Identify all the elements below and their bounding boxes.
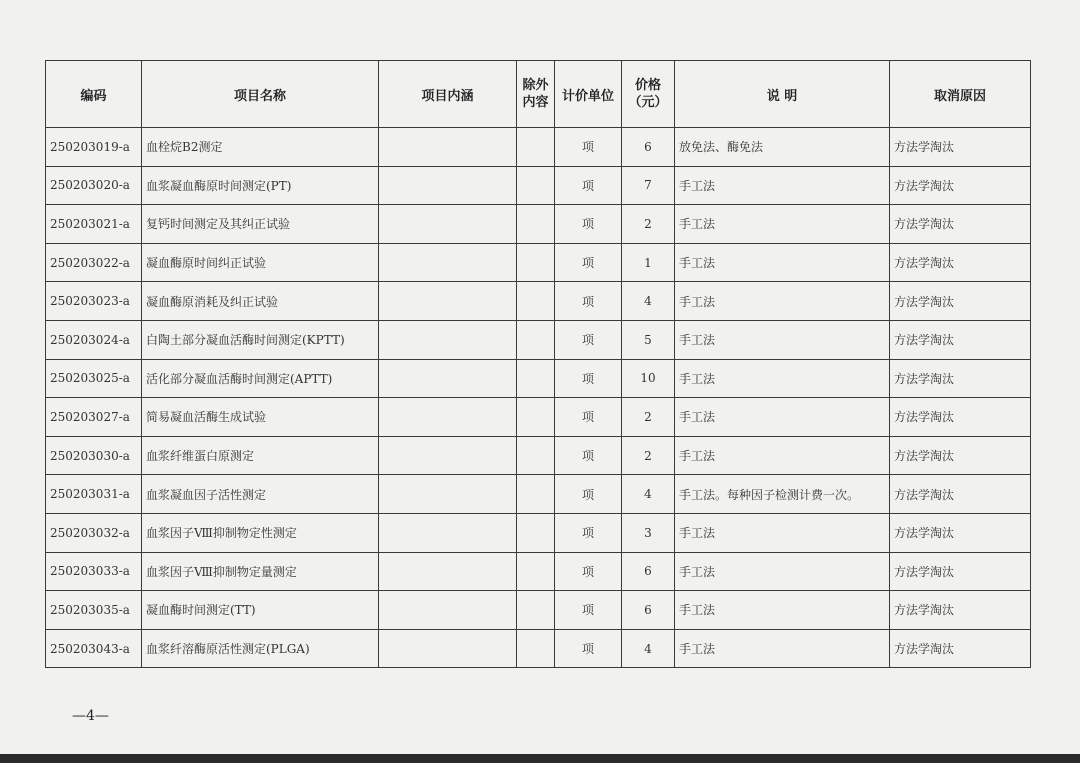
cell-unit: 项 — [555, 282, 622, 321]
cell-unit: 项 — [555, 166, 622, 205]
cell-unit: 项 — [555, 359, 622, 398]
table-row — [46, 359, 1031, 398]
cell-code: 250203043-a — [46, 629, 142, 668]
cell-content — [379, 629, 517, 668]
cell-reason: 方法学淘汰 — [890, 629, 1031, 668]
price-cancellation-table — [45, 60, 1031, 668]
cell-note: 手工法 — [675, 243, 890, 282]
cell-reason: 方法学淘汰 — [890, 398, 1031, 437]
cell-price: 3 — [622, 513, 675, 552]
header-unit: 计价单位 — [555, 61, 622, 128]
cell-excluded — [517, 475, 555, 514]
table-header-row — [46, 61, 1031, 128]
cell-price: 6 — [622, 128, 675, 167]
cell-excluded — [517, 436, 555, 475]
cell-reason: 方法学淘汰 — [890, 475, 1031, 514]
cell-name: 凝血酶原消耗及纠正试验 — [142, 282, 379, 321]
cell-excluded — [517, 398, 555, 437]
cell-note: 手工法。每种因子检测计费一次。 — [675, 475, 890, 514]
table-row — [46, 282, 1031, 321]
cell-price: 10 — [622, 359, 675, 398]
cell-content — [379, 552, 517, 591]
cell-price: 4 — [622, 629, 675, 668]
cell-excluded — [517, 359, 555, 398]
cell-name: 简易凝血活酶生成试验 — [142, 398, 379, 437]
cell-reason: 方法学淘汰 — [890, 552, 1031, 591]
header-content: 项目内涵 — [379, 61, 517, 128]
cell-code: 250203020-a — [46, 166, 142, 205]
cell-excluded — [517, 513, 555, 552]
cell-name: 复钙时间测定及其纠正试验 — [142, 205, 379, 244]
cell-name: 血浆纤维蛋白原测定 — [142, 436, 379, 475]
cell-price: 4 — [622, 282, 675, 321]
cell-excluded — [517, 282, 555, 321]
cell-name: 血浆凝血酶原时间测定(PT) — [142, 166, 379, 205]
cell-excluded — [517, 320, 555, 359]
cell-unit: 项 — [555, 205, 622, 244]
table-row — [46, 552, 1031, 591]
cell-content — [379, 436, 517, 475]
scan-edge — [0, 754, 1080, 763]
header-name: 项目名称 — [142, 61, 379, 128]
cell-note: 手工法 — [675, 552, 890, 591]
cell-reason: 方法学淘汰 — [890, 591, 1031, 630]
cell-note: 手工法 — [675, 359, 890, 398]
page-number: —4— — [72, 708, 109, 724]
cell-reason: 方法学淘汰 — [890, 513, 1031, 552]
cell-unit: 项 — [555, 629, 622, 668]
cell-content — [379, 128, 517, 167]
cell-price: 5 — [622, 320, 675, 359]
cell-reason: 方法学淘汰 — [890, 359, 1031, 398]
cell-price: 2 — [622, 436, 675, 475]
cell-content — [379, 320, 517, 359]
cell-note: 手工法 — [675, 513, 890, 552]
cell-reason: 方法学淘汰 — [890, 320, 1031, 359]
cell-reason: 方法学淘汰 — [890, 282, 1031, 321]
cell-content — [379, 398, 517, 437]
cell-code: 250203035-a — [46, 591, 142, 630]
cell-content — [379, 166, 517, 205]
cell-price: 4 — [622, 475, 675, 514]
header-note: 说 明 — [675, 61, 890, 128]
table-row — [46, 128, 1031, 167]
cell-note: 手工法 — [675, 205, 890, 244]
cell-code: 250203027-a — [46, 398, 142, 437]
table-row — [46, 436, 1031, 475]
cell-content — [379, 475, 517, 514]
cell-content — [379, 205, 517, 244]
cell-name: 凝血酶原时间纠正试验 — [142, 243, 379, 282]
cell-unit: 项 — [555, 243, 622, 282]
table-row — [46, 591, 1031, 630]
table-row — [46, 398, 1031, 437]
cell-excluded — [517, 591, 555, 630]
cell-unit: 项 — [555, 436, 622, 475]
cell-note: 手工法 — [675, 591, 890, 630]
cell-excluded — [517, 166, 555, 205]
header-price: 价格（元） — [622, 61, 675, 128]
cell-note: 放免法、酶免法 — [675, 128, 890, 167]
table-row — [46, 320, 1031, 359]
cell-excluded — [517, 243, 555, 282]
cell-price: 6 — [622, 552, 675, 591]
cell-unit: 项 — [555, 591, 622, 630]
cell-note: 手工法 — [675, 166, 890, 205]
cell-name: 血栓烷B2测定 — [142, 128, 379, 167]
cell-name: 血浆纤溶酶原活性测定(PLGA) — [142, 629, 379, 668]
cell-name: 血浆凝血因子活性测定 — [142, 475, 379, 514]
cell-unit: 项 — [555, 398, 622, 437]
cell-excluded — [517, 205, 555, 244]
cell-note: 手工法 — [675, 320, 890, 359]
cell-excluded — [517, 552, 555, 591]
table-row — [46, 205, 1031, 244]
cell-price: 2 — [622, 398, 675, 437]
cell-excluded — [517, 128, 555, 167]
cell-name: 血浆因子Ⅷ抑制物定量测定 — [142, 552, 379, 591]
cell-content — [379, 282, 517, 321]
header-code: 编码 — [46, 61, 142, 128]
cell-reason: 方法学淘汰 — [890, 128, 1031, 167]
cell-code: 250203023-a — [46, 282, 142, 321]
cell-content — [379, 359, 517, 398]
table-row — [46, 243, 1031, 282]
cell-price: 2 — [622, 205, 675, 244]
header-excluded: 除外内容 — [517, 61, 555, 128]
cell-code: 250203022-a — [46, 243, 142, 282]
cell-reason: 方法学淘汰 — [890, 205, 1031, 244]
cell-unit: 项 — [555, 128, 622, 167]
cell-unit: 项 — [555, 320, 622, 359]
cell-excluded — [517, 629, 555, 668]
cell-note: 手工法 — [675, 629, 890, 668]
cell-reason: 方法学淘汰 — [890, 166, 1031, 205]
cell-name: 血浆因子Ⅷ抑制物定性测定 — [142, 513, 379, 552]
cell-code: 250203021-a — [46, 205, 142, 244]
cell-code: 250203024-a — [46, 320, 142, 359]
cell-reason: 方法学淘汰 — [890, 436, 1031, 475]
cell-unit: 项 — [555, 552, 622, 591]
cell-note: 手工法 — [675, 282, 890, 321]
table-row — [46, 475, 1031, 514]
cell-unit: 项 — [555, 513, 622, 552]
cell-note: 手工法 — [675, 436, 890, 475]
table-row — [46, 166, 1031, 205]
header-reason: 取消原因 — [890, 61, 1031, 128]
cell-price: 7 — [622, 166, 675, 205]
cell-content — [379, 513, 517, 552]
cell-name: 白陶土部分凝血活酶时间测定(KPTT) — [142, 320, 379, 359]
cell-code: 250203032-a — [46, 513, 142, 552]
cell-code: 250203031-a — [46, 475, 142, 514]
cell-content — [379, 243, 517, 282]
cell-price: 6 — [622, 591, 675, 630]
cell-price: 1 — [622, 243, 675, 282]
cell-code: 250203019-a — [46, 128, 142, 167]
cell-name: 活化部分凝血活酶时间测定(APTT) — [142, 359, 379, 398]
table-row — [46, 629, 1031, 668]
cell-reason: 方法学淘汰 — [890, 243, 1031, 282]
cell-unit: 项 — [555, 475, 622, 514]
cell-code: 250203025-a — [46, 359, 142, 398]
cell-code: 250203033-a — [46, 552, 142, 591]
cell-name: 凝血酶时间测定(TT) — [142, 591, 379, 630]
cell-note: 手工法 — [675, 398, 890, 437]
table-row — [46, 513, 1031, 552]
cell-code: 250203030-a — [46, 436, 142, 475]
cell-content — [379, 591, 517, 630]
